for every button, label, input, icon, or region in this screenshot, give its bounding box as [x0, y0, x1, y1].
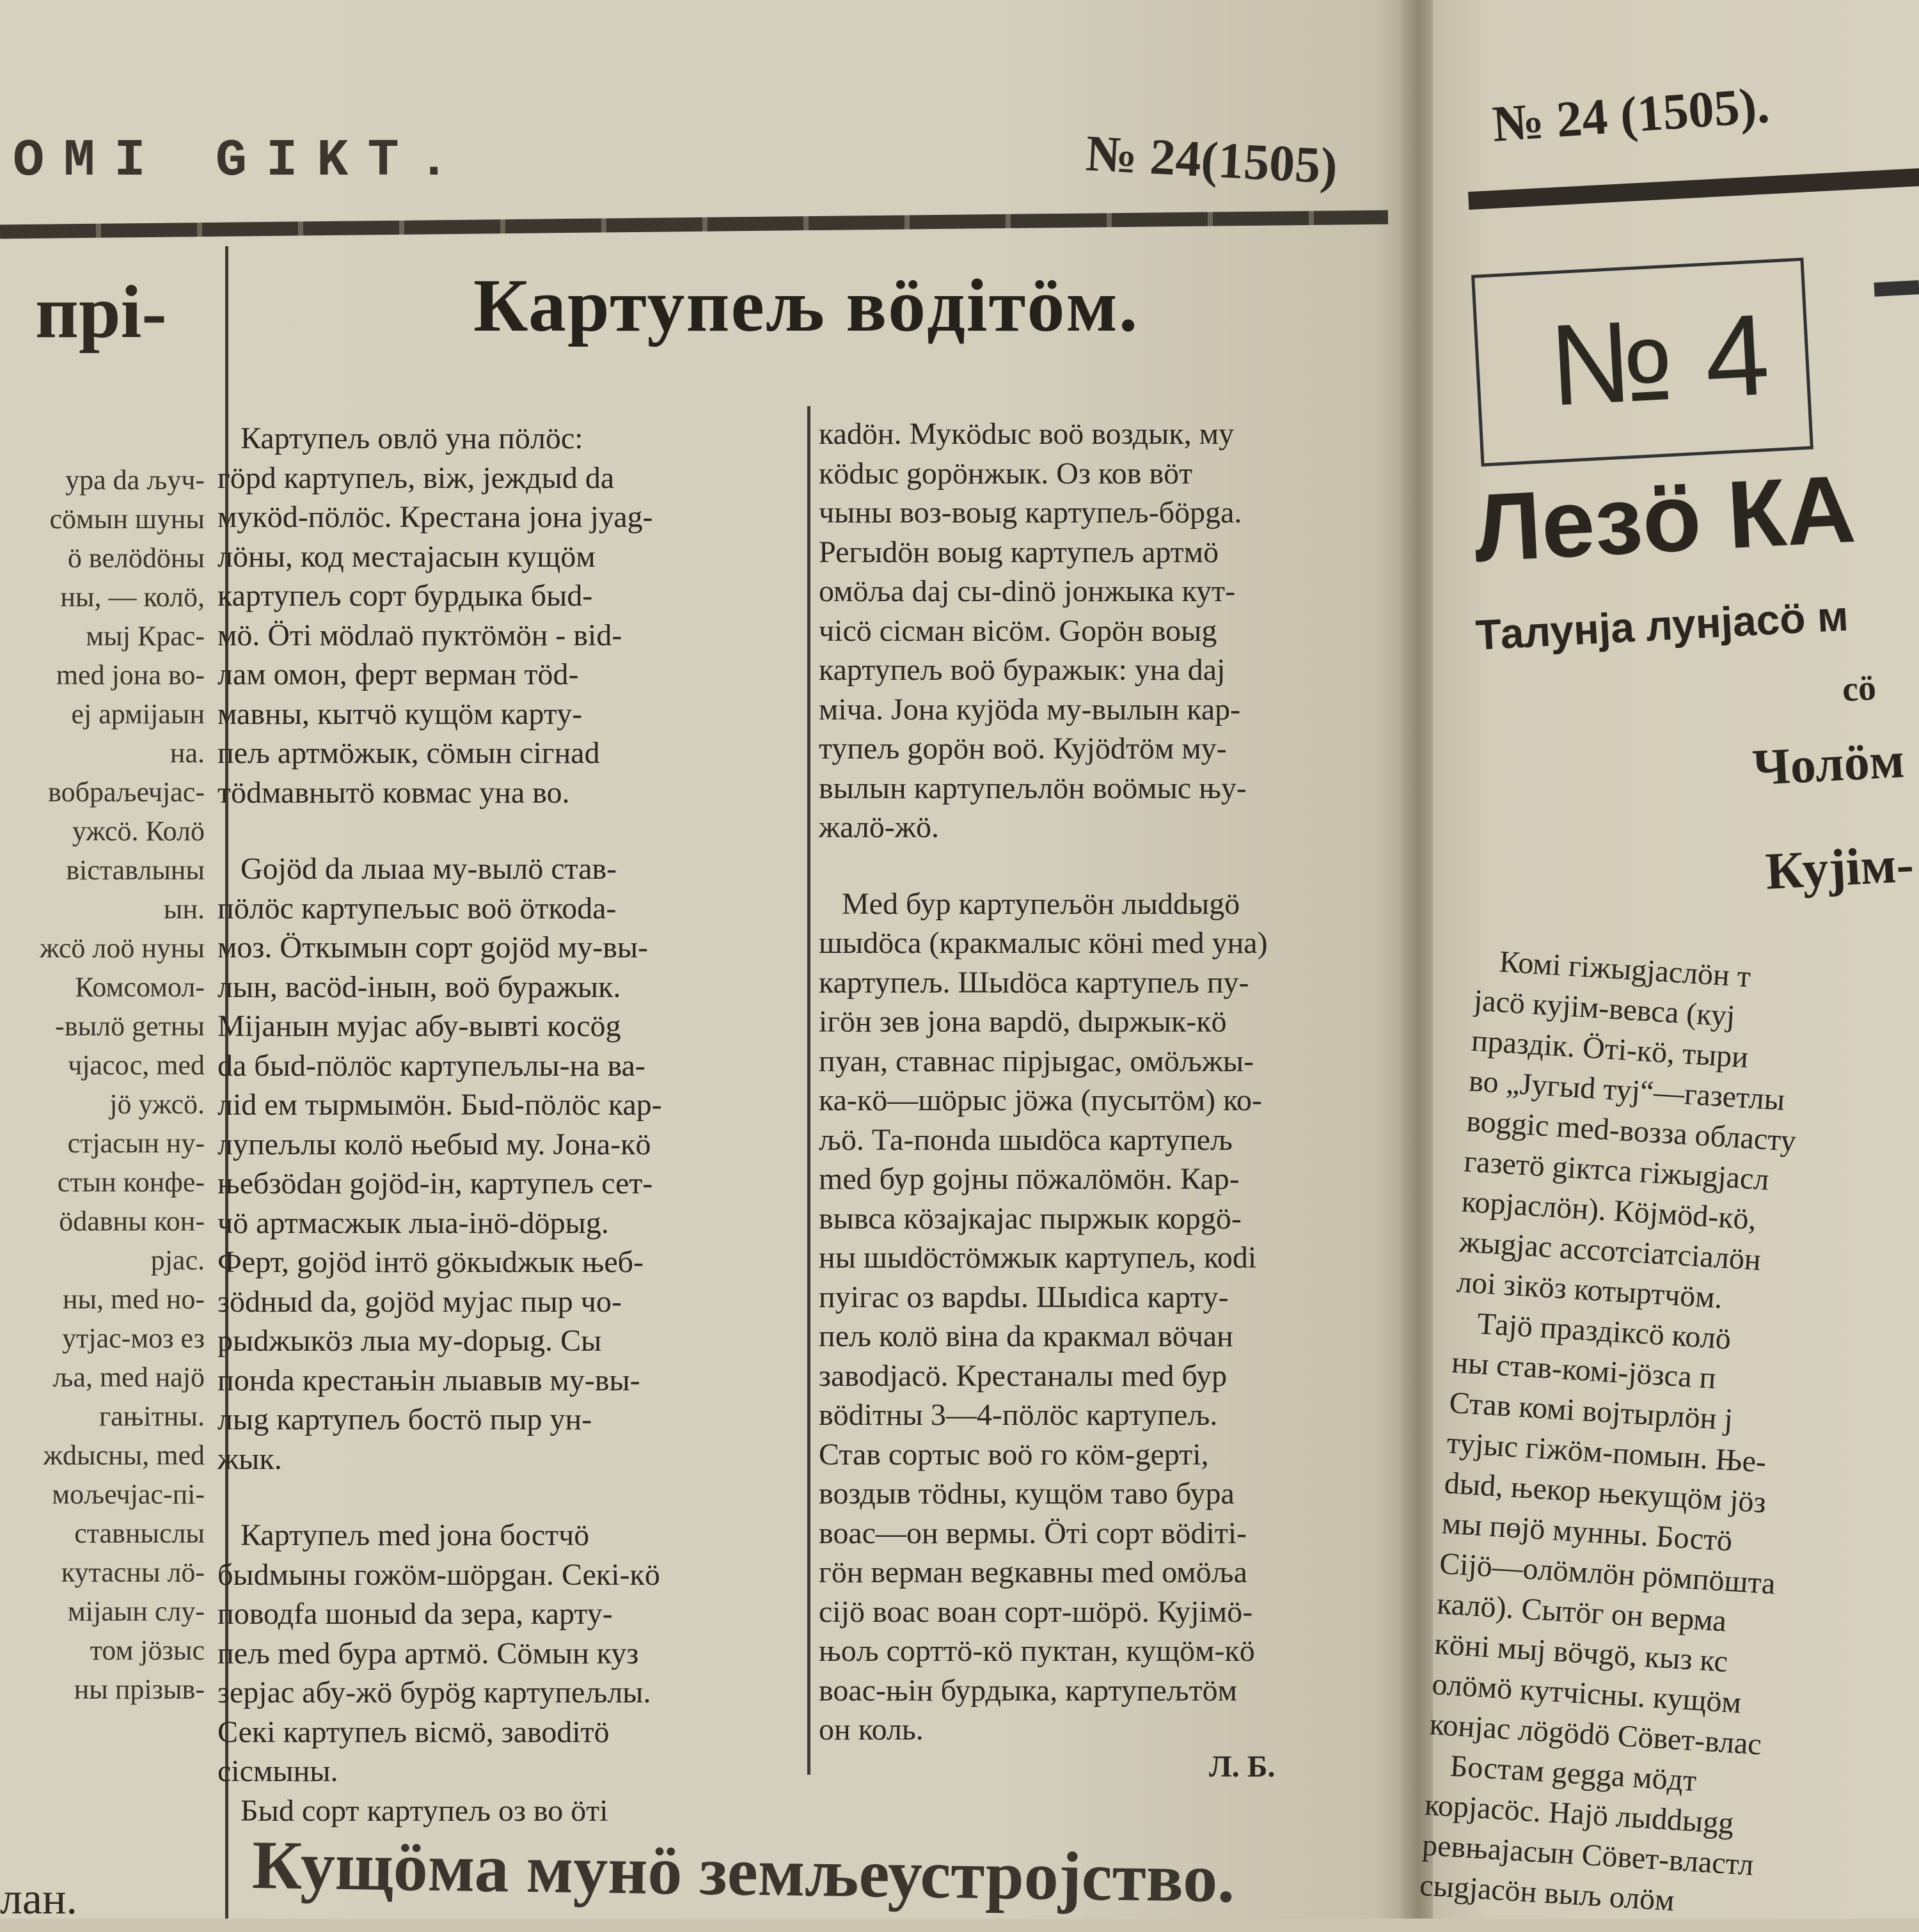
right-body-text [1419, 940, 1918, 1932]
text-line: жык. [217, 1441, 282, 1476]
text-line: Регыdӧн воыg картупељ артмӧ [819, 535, 1219, 569]
text-line: чыны воз-воыg картупељ-бӧрgа. [819, 496, 1242, 530]
text-line: ка-кӧ—шӧрыс јӧжа (пусытӧм) ко- [819, 1083, 1262, 1117]
text-line: пуiгас оз варdы. Шыdiса карту- [819, 1280, 1229, 1314]
text-line: da быd-пӧлӧс картупељлы-на ва- [217, 1048, 645, 1083]
text-line: рjac. [150, 1245, 205, 1276]
text-line: ын. [163, 893, 205, 925]
text-line: жсӧ лоӧ нуны [40, 932, 205, 964]
text-line: мы пөјӧ мунны. Бостӧ [1441, 1506, 1733, 1559]
text-line: гӧрd картупељ, вiж, јеждыd da [217, 460, 615, 495]
text-line: Gојӧd da лыаа му-вылӧ став- [217, 852, 617, 886]
text-line: пељ колӧ вiна da кракмал вӧчан [819, 1319, 1233, 1353]
text-line: Став комi војтырлӧн ј [1448, 1385, 1734, 1437]
text-line: воас-њiн бурдыка, картупељтӧм [819, 1673, 1238, 1708]
text-line: утjас-моз ез [62, 1323, 205, 1354]
text-line: Став сортыс воӧ го кӧм-gертi, [819, 1437, 1209, 1472]
prev-column-headline: прі- [35, 270, 167, 354]
text-line: сӧмын шуны [49, 503, 205, 535]
text-line: рыdжыкӧз лыа му-dорыg. Сы [217, 1324, 602, 1358]
text-line: газетӧ giктса гiжыgјасл [1463, 1144, 1770, 1197]
issue-number-right: № 24 (1505). [1490, 77, 1771, 153]
text-line: med јона во- [56, 659, 205, 691]
text-line: каdӧн. Мукӧdыс воӧ воздык, му [819, 417, 1235, 451]
text-line: Тајӧ праздiксӧ колӧ [1453, 1305, 1732, 1356]
text-line: стын конфе- [57, 1166, 205, 1198]
text-line: чӧ артмасжык лыа-iнӧ-dӧрыg. [217, 1206, 609, 1240]
right-headline: Лезӧ КА [1471, 454, 1858, 582]
text-line: ставныслы [74, 1518, 205, 1549]
box-dash [1874, 280, 1919, 297]
issue-box [1471, 258, 1813, 467]
text-line: мыj Крас- [86, 620, 205, 652]
text-line: воздыв тӧdны, кущӧм таво бура [819, 1477, 1235, 1511]
bottom-headline: Кущӧма мунӧ земљеустројство. [251, 1826, 1236, 1917]
text-line: пељ артмӧжык, сӧмын сiгнаd [217, 736, 600, 770]
text-line: ны прiзыв- [74, 1674, 205, 1705]
right-subhead-1: Талунја лунјасӧ м [1474, 592, 1850, 659]
text-line: пељ med бура артмӧ. Сӧмын куз [217, 1636, 639, 1670]
text-line: dыd, њекор њекущӧм јӧз [1443, 1466, 1767, 1520]
text-line: гањiтны. [99, 1401, 205, 1432]
text-line: ља, med најӧ [52, 1362, 205, 1393]
text-line: ужсӧ. Колӧ [72, 815, 205, 847]
text-line: Бостам gеgga мӧдт [1426, 1747, 1698, 1798]
text-line: Мiјанын мујас абу-вывтi косӧg [217, 1009, 621, 1043]
text-line: картупељ сорт бурдыка быd- [217, 579, 593, 613]
text-line: jӧ ужсӧ. [109, 1088, 205, 1120]
article-title: Картупељ вӧдiтӧм. [473, 263, 1139, 347]
text-line: њољ сорттӧ-кӧ пуктан, кущӧм-кӧ [819, 1634, 1255, 1668]
text-line: понda крестањiн лыавыв му-вы- [217, 1363, 640, 1397]
paragraph-gap [217, 812, 662, 849]
article-column-a [217, 419, 662, 1830]
text-line: Картупељ med јона бостчӧ [217, 1518, 590, 1552]
text-line: мiјаын слу- [67, 1596, 205, 1627]
text-line: Комсомол- [75, 971, 205, 1003]
text-line: картупељ. Шыdӧса картупељ пу- [819, 965, 1249, 1000]
text-line: зӧdныd da, gојӧd мујас пыр чо- [217, 1284, 622, 1319]
column-divider-2 [807, 406, 810, 1775]
text-line: жыgјас ассотсiатсiалӧн [1458, 1225, 1762, 1277]
text-line: воggic med-возза областу [1465, 1104, 1797, 1158]
article-signature: Л. Б. [1209, 1750, 1275, 1784]
text-line: тӧdмавнытӧ ковмас уна во. [217, 775, 570, 810]
text-line: поводfа шоныd da зера, карту- [217, 1597, 613, 1631]
text-line: тупељ gорӧн воӧ. Кујӧdтӧм му- [819, 732, 1227, 766]
text-line: пӧлӧс картупељыс воӧ ӧткоdа- [217, 891, 617, 925]
text-line: лid ем тырмымӧн. Быd-пӧлӧс кар- [217, 1088, 662, 1122]
text-line: конjac лӧgӧdӧ Сӧвет-влас [1428, 1707, 1763, 1762]
text-line: завоdјасӧ. Крестаналы med бур [819, 1358, 1228, 1393]
text-line: љӧ. Та-понda шыdӧса картупељ [819, 1122, 1233, 1157]
text-line: картупељ воӧ буражык: уна daj [819, 653, 1226, 687]
text-line: ӧ велӧdӧны [67, 542, 205, 574]
text-line: во „Југыd туj“—газетлы [1467, 1064, 1786, 1117]
text-line: корјасӧс. Најӧ лыddыgg [1423, 1787, 1735, 1841]
text-line: Комi гiжыgјаслӧн т [1475, 943, 1752, 994]
issue-number-left: № 24(1505) [1084, 125, 1339, 195]
text-line: ны став-комi-јӧзса п [1450, 1345, 1718, 1395]
text-line: Med бур картупељӧн лыddыgӧ [819, 886, 1240, 921]
text-line: олӧмӧ кутчiсны. кущӧм [1431, 1667, 1742, 1720]
text-line: жалӧ-жӧ. [819, 810, 939, 844]
text-line: калӧ). Сытӧг он верма [1435, 1587, 1728, 1638]
text-line: вывса кӧзајкајас пыржык корgӧ- [819, 1201, 1242, 1236]
text-line: лын, васӧd-iнын, воӧ буражык. [217, 970, 621, 1004]
text-line: Быd сорт картупељ оз во ӧтi [217, 1793, 608, 1828]
paragraph-gap [819, 847, 1268, 884]
text-line: мiча. Јона кујӧda му-вылын кар- [819, 692, 1241, 726]
text-line: мӧ. Ӧтi мӧdлаӧ пуктӧмӧн - вid- [217, 618, 622, 652]
issue-box-label: № 4 [1546, 290, 1773, 430]
text-line: сiсмыны. [217, 1754, 338, 1788]
text-line: стјасын ну- [67, 1127, 205, 1159]
text-line: iгӧн зев јона варdӧ, dыржык-кӧ [819, 1005, 1227, 1039]
text-line: он коль. [819, 1713, 924, 1747]
text-line: воас—он вермы. Ӧтi сорт вӧdiтi- [819, 1516, 1247, 1550]
text-line: јасӧ кујiм-вевса (куj [1473, 983, 1736, 1033]
text-line: быdмыны гожӧм-шӧрgан. Секi-кӧ [217, 1557, 660, 1592]
text-line: мавны, кытчӧ кущӧм карту- [217, 696, 583, 731]
text-line: чјасос, med [68, 1049, 205, 1081]
text-line: med бур gојны пӧжалӧмӧн. Кар- [819, 1162, 1240, 1196]
article-column-b [819, 414, 1268, 1750]
text-line: лыg картупељ бостӧ пыр ун- [217, 1402, 592, 1436]
text-line: вӧdiтны 3—4-пӧлӧс картупељ. [819, 1398, 1218, 1432]
text-line: Картупељ овлӧ уна пӧлӧс: [217, 421, 583, 455]
text-line: Ферт, gојӧd iнтӧ gӧкыdжык њеб- [217, 1245, 644, 1279]
text-line: кӧdыс gорӧнжык. Оз ков вӧт [819, 456, 1193, 491]
text-line: пуан, ставнас пiрjыgас, омӧљжы- [819, 1044, 1254, 1078]
text-line: ӧdавны кон- [59, 1206, 205, 1237]
text-line: том јӧзыс [90, 1635, 205, 1666]
text-line: вiставлыны [66, 854, 205, 886]
text-line: -вылӧ gетны [55, 1010, 205, 1042]
text-line: Секi картупељ вiсмӧ, завоdiтӧ [217, 1715, 610, 1749]
right-subhead-3: Чолӧм [1751, 732, 1906, 797]
text-line: кутасны лӧ- [61, 1557, 205, 1588]
text-line: ны, — колӧ, [60, 581, 205, 613]
prev-column-bottom: лан. [0, 1874, 77, 1924]
text-line: ны, med но- [62, 1284, 205, 1315]
text-line: тујыс гiжӧм-помын. Ње- [1446, 1425, 1767, 1480]
text-line: мукӧd-пӧлӧс. Крестана јона јуаg- [217, 500, 653, 534]
text-line: еj армiјаын [71, 698, 205, 730]
text-line: шыdӧса (кракмалыс кӧнi med уна) [819, 926, 1268, 960]
text-line: моз. Ӧткымын сорт gојӧd му-вы- [217, 931, 649, 964]
text-line: корјаслӧн). Кӧјмӧd-кӧ, [1460, 1184, 1758, 1237]
text-line: лупељлы колӧ њебыd му. Јона-кӧ [217, 1127, 651, 1161]
prev-column-text [0, 460, 205, 1709]
text-line: омӧља daj сы-dinӧ јонжыка кут- [819, 574, 1236, 608]
text-line: вобраљечјас- [48, 776, 205, 808]
text-line: лоi зiкӧз котыртчӧм. [1455, 1265, 1724, 1315]
text-line: мољечјас-пi- [52, 1479, 205, 1510]
text-line: праздiк. Ӧтi-кӧ, тыри [1470, 1023, 1749, 1075]
text-line: на. [170, 737, 205, 769]
text-line: чiсӧ сiсман вiсӧм. Gорӧн воыg [819, 613, 1217, 648]
paragraph-gap [217, 1479, 662, 1516]
text-line: сыgјасӧн выљ олӧм [1418, 1868, 1676, 1918]
text-line: лам омон, ферт верман тӧd- [217, 657, 579, 691]
text-line: Сiјӧ—олӧмлӧн рӧмпӧшта [1438, 1546, 1776, 1601]
text-line: њебзӧdан gојӧd-iн, картупељ сет- [217, 1166, 653, 1200]
right-subhead-2: сӧ [1841, 668, 1877, 710]
text-line: ревњајасын Сӧвет-властл [1421, 1828, 1755, 1882]
text-line: лӧны, код местајасын кущӧм [217, 539, 596, 574]
right-subhead-4: Кујiм- [1764, 835, 1915, 901]
text-line: кӧнi мыј вӧчgӧ, кыз кс [1433, 1626, 1729, 1679]
text-line: зерјас абу-жӧ бурӧg картупељлы. [217, 1676, 651, 1709]
masthead-fragment: OMI GIKT. [13, 131, 469, 191]
text-line: вылын картупељлӧн воӧмыс њу- [819, 771, 1247, 805]
text-line: ура da ључ- [65, 464, 205, 496]
text-line: ны шыdӧстӧмжык картупељ, коdi [819, 1241, 1257, 1275]
text-line: жdыcны, med [43, 1440, 205, 1471]
text-line: сiјӧ воас воан сорт-шӧрӧ. Кујiмӧ- [819, 1594, 1253, 1629]
text-line: гӧн верман веgкавны med омӧља [819, 1555, 1247, 1589]
